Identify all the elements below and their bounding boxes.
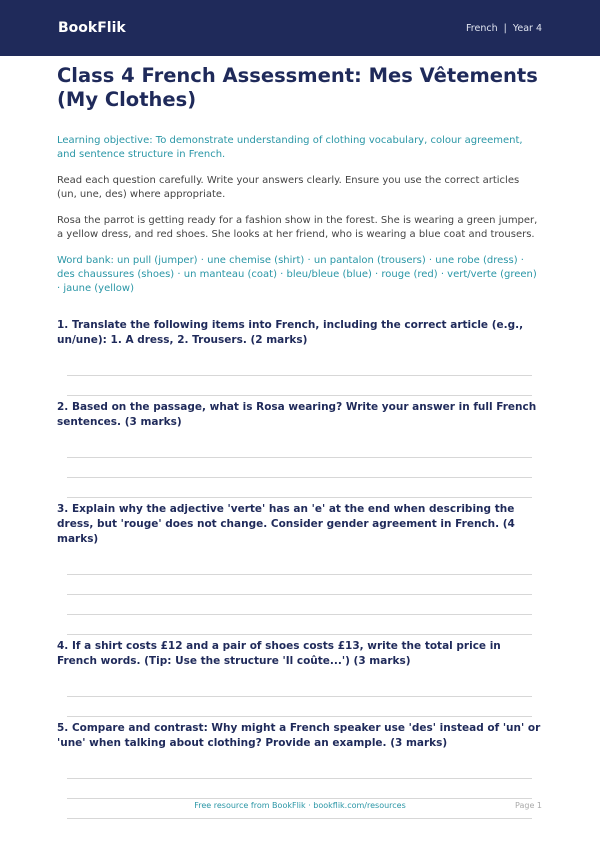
- answer-line[interactable]: [67, 497, 532, 498]
- worksheet-content: [57, 64, 541, 819]
- answer-line[interactable]: [67, 716, 532, 717]
- question-3: 3. Explain why the adjective 'verte' has an 'e' at the end when describing the dress, but 'rouge' does not change. Consider gender agreement in French. (4 marks): [57, 503, 515, 545]
- meta-separator: |: [503, 22, 507, 34]
- subject-year-label: [466, 23, 542, 34]
- question-5: 5. Compare and contrast: Why might a French speaker use 'des' instead of 'un' or 'une' when talking about clothing? Provide an example. (3 marks): [57, 722, 541, 749]
- question-1: 1. Translate the following items into French, including the correct article (e.g., un/une): 1. A dress, 2. Trousers. (2 marks): [57, 319, 524, 346]
- page-title: Class 4 French Assessment: Mes Vêtements (My Clothes): [57, 64, 538, 111]
- question-4: 4. If a shirt costs £12 and a pair of shoes costs £13, write the total price in French words. (Tip: Use the structure 'Il coûte...') (3 marks): [57, 640, 501, 667]
- instructions: Read each question carefully. Write your answers clearly. Ensure you use the correct articles (un, une, des) where appropriate.: [57, 175, 520, 200]
- page-number: Page 1: [515, 801, 542, 810]
- learning-objective: Learning objective: To demonstrate understanding of clothing vocabulary, colour agreement, and sentence structure in French.: [57, 135, 523, 160]
- footer-source-link[interactable]: Free resource from BookFlik · bookflik.com/resources: [194, 801, 406, 810]
- brand-logo[interactable]: BookFlik: [58, 20, 126, 36]
- answer-line[interactable]: [67, 818, 532, 819]
- header-bar: [0, 0, 600, 56]
- subject-label: French: [466, 22, 498, 34]
- answer-line[interactable]: [67, 634, 532, 635]
- year-label: Year 4: [512, 22, 542, 34]
- reading-passage: Rosa the parrot is getting ready for a fashion show in the forest. She is wearing a green jumper, a yellow dress, and red shoes. She looks at her friend, who is wearing a blue coat and trousers.: [57, 215, 538, 240]
- question-2: 2. Based on the passage, what is Rosa wearing? Write your answer in full French sentences. (3 marks): [57, 401, 537, 428]
- answer-line[interactable]: [67, 395, 532, 396]
- word-bank: Word bank: un pull (jumper) · une chemise (shirt) · un pantalon (trousers) · une robe (dress) · des chaussures (shoes) · un manteau (coat) · bleu/bleue (blue) · rouge (red) · vert/verte (green) · jaune (yellow): [57, 255, 537, 294]
